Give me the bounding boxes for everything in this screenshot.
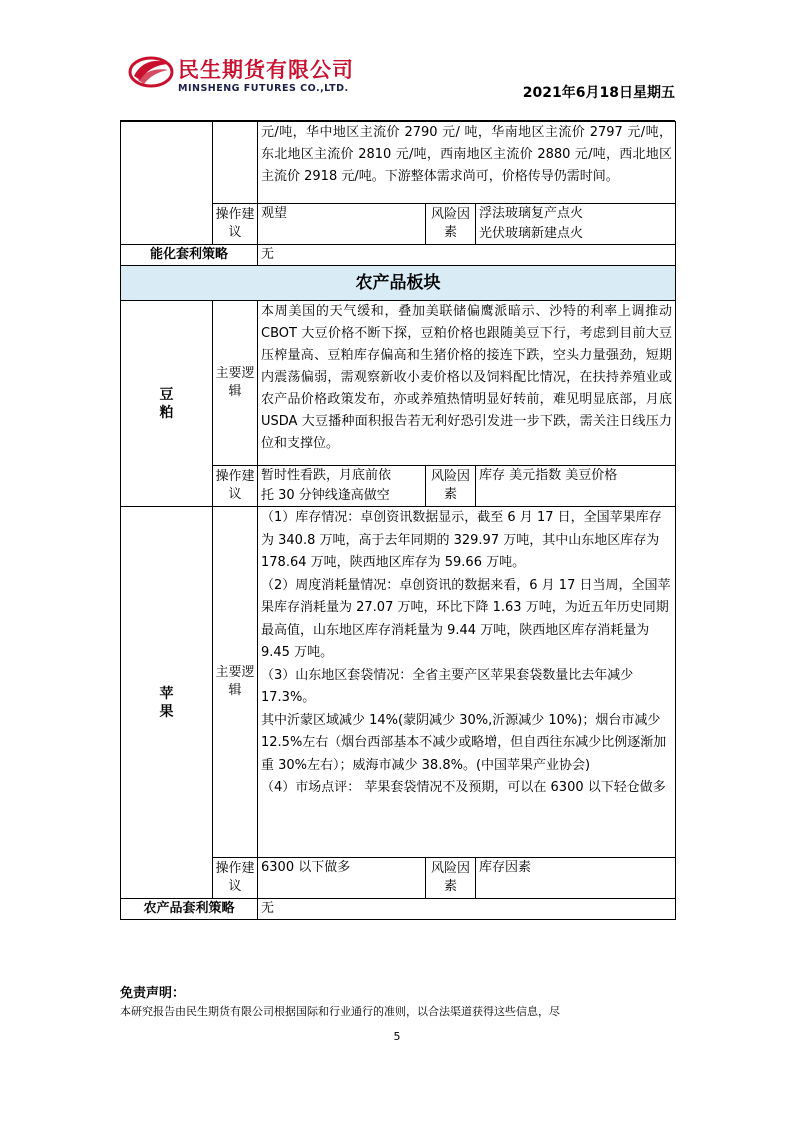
energy-arb-value: 无 (258, 245, 676, 266)
agri-arb-row (121, 899, 676, 920)
agri-arb-value: 无 (258, 899, 676, 920)
meal-logic-text: 本周美国的天气缓和，叠加美联储偏鹰派暗示、沙特的利率上调推动 CBOT 大豆价格不断下探，豆粕价格也跟随美豆下行，考虑到目前大豆压榨量高、豆粕库存偏高和生猪价格的接连下跌，空头力量强劲，短期内震荡偏弱，需观察新收小麦价格以及饲料配比情况，在扶持养殖业或农产品价格政策发布，亦或养殖热情明显好转前，难见明显底部，月底 USDA 大豆播种面积报告若无利好恐引发进一步下跌，需关注日线压力位和支撑位。 (258, 301, 676, 466)
energy-arb-label: 能化套利策略 (121, 245, 258, 266)
company-name-cn: 民生期货有限公司 (178, 58, 354, 82)
page-header (120, 52, 675, 100)
meal-op-value (258, 466, 426, 507)
strategy-table (120, 121, 676, 920)
apple-product-name: 苹果 (159, 685, 174, 720)
energy-risk-line: 光伏玻璃新建点火 (479, 226, 584, 241)
apple-paragraph: （4）市场点评： 苹果套袋情况不及预期，可以在 6300 以下轻仓做多 (261, 780, 666, 795)
apple-logic-row (121, 507, 676, 858)
meal-product-cell (121, 301, 213, 507)
energy-product-cell (121, 122, 213, 245)
meal-risk-value: 库存 美元指数 美豆价格 (476, 466, 676, 507)
energy-op-value: 观望 (258, 204, 426, 245)
energy-op-label: 操作建议 (213, 204, 258, 245)
energy-logic-row (121, 122, 676, 204)
apple-logic-label: 主要逻辑 (213, 507, 258, 858)
meal-op-line: 托 30 分钟线逢高做空 (261, 488, 390, 503)
page-number: 5 (393, 1030, 401, 1043)
company-name-en: MINSHENG FUTURES CO.,LTD. (178, 83, 349, 94)
apple-paragraph: 其中沂蒙区域减少 14%(蒙阴减少 30%,沂源减少 10%)；烟台市减少 12.5%左右（烟台西部基本不减少或略增，但自西往东减少比例逐渐加重 30%左右）；威海市减少 38.8%。(中国苹果产业协会) (261, 712, 667, 773)
agri-section-title: 农产品板块 (121, 266, 676, 301)
meal-op-line: 暂时性看跌，月底前依 (261, 468, 392, 483)
apple-risk-value: 库存因素 (476, 858, 676, 899)
apple-risk-label: 风险因素 (426, 858, 476, 899)
energy-logic-label-cell (213, 122, 258, 204)
meal-logic-label: 主要逻辑 (213, 301, 258, 466)
apple-product-cell (121, 507, 213, 899)
meal-risk-label: 风险因素 (426, 466, 476, 507)
apple-logic-text (258, 507, 676, 858)
apple-paragraph: （3）山东地区套袋情况：全省主要产区苹果套袋数量比去年减少 17.3%。 (261, 667, 634, 705)
agri-section-row (121, 266, 676, 301)
disclaimer-text: 本研究报告由民生期货有限公司根据国际和行业通行的准则，以合法渠道获得这些信息，尽 (120, 1005, 560, 1018)
apple-paragraph: （1）库存情况：卓创资讯数据显示，截至 6 月 17 日，全国苹果库存为 340.8 万吨，高于去年同期的 329.97 万吨，其中山东地区库存为 178.64 万吨，陕西地区库存为 59.66 万吨。 (261, 510, 662, 570)
energy-risk-label: 风险因素 (426, 204, 476, 245)
meal-logic-row (121, 301, 676, 466)
meal-product-name: 豆粕 (159, 386, 174, 421)
minsheng-logo-icon (128, 54, 174, 88)
apple-op-label: 操作建议 (213, 858, 258, 899)
energy-logic-text: 元/吨，华中地区主流价 2790 元/ 吨，华南地区主流价 2797 元/吨，东北地区主流价 2810 元/吨，西南地区主流价 2880 元/吨，西北地区主流价 2918 元/吨。下游整体需求尚可，价格传导仍需时间。 (258, 122, 676, 204)
agri-arb-label: 农产品套利策略 (121, 899, 258, 920)
disclaimer-title: 免责声明： (120, 986, 186, 1001)
apple-op-value: 6300 以下做多 (258, 858, 426, 899)
report-date: 2021年6月18日星期五 (522, 85, 675, 101)
energy-arb-row (121, 245, 676, 266)
energy-risk-line: 浮法玻璃复产点火 (479, 206, 584, 221)
energy-risk-value (476, 204, 676, 245)
meal-op-label: 操作建议 (213, 466, 258, 507)
apple-paragraph: （2）周度消耗量情况：卓创资讯的数据来看，6 月 17 日当周，全国苹果库存消耗量为 27.07 万吨，环比下降 1.63 万吨，为近五年历史同期最高值，山东地区库存消耗量为 9.44 万吨，陕西地区库存消耗量为 9.45 万吨。 (261, 577, 671, 660)
